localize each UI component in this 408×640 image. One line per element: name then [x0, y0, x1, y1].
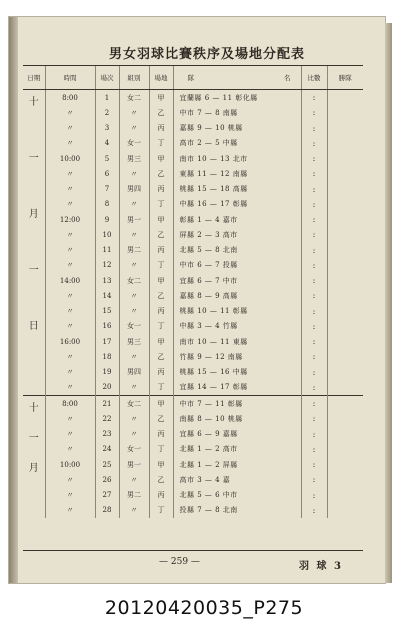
score-cell: : [301, 427, 327, 442]
header-match: 場次 [95, 66, 119, 90]
court-cell: 乙 [149, 349, 173, 364]
court-cell: 丙 [149, 365, 173, 380]
teams-cell: 屏縣 2 — 3 高市 [173, 227, 301, 242]
header-score: 比數 [301, 66, 327, 90]
court-cell: 丁 [149, 136, 173, 151]
court-cell: 甲 [149, 457, 173, 472]
group-cell: 〃 [119, 166, 149, 181]
result-cell [327, 334, 363, 349]
table-row [23, 166, 363, 181]
time-cell: 〃 [45, 411, 95, 426]
date-char: 一 [28, 265, 39, 276]
result-cell [327, 365, 363, 380]
court-cell: 乙 [149, 105, 173, 120]
score-cell: : [301, 105, 327, 120]
match-cell: 3 [95, 121, 119, 136]
court-cell: 甲 [149, 212, 173, 227]
time-cell: 〃 [45, 503, 95, 518]
result-cell [327, 197, 363, 212]
court-cell: 甲 [149, 396, 173, 412]
date-cell [23, 396, 45, 519]
time-cell: 〃 [45, 442, 95, 457]
teams-cell: 桃縣 10 — 11 彰縣 [173, 304, 301, 319]
group-cell: 女二 [119, 396, 149, 412]
header-row [23, 66, 363, 90]
match-cell: 6 [95, 166, 119, 181]
group-cell: 女一 [119, 442, 149, 457]
time-cell: 〃 [45, 319, 95, 334]
court-cell: 丙 [149, 182, 173, 197]
table-row [23, 182, 363, 197]
match-cell: 16 [95, 319, 119, 334]
match-cell: 28 [95, 503, 119, 518]
score-cell: : [301, 151, 327, 166]
teams-cell: 北縣 1 — 2 高市 [173, 442, 301, 457]
group-cell: 男三 [119, 334, 149, 349]
result-cell [327, 166, 363, 181]
match-cell: 23 [95, 427, 119, 442]
match-cell: 9 [95, 212, 119, 227]
score-cell: : [301, 411, 327, 426]
result-cell [327, 136, 363, 151]
court-cell: 丁 [149, 503, 173, 518]
schedule-body [23, 90, 363, 519]
match-cell: 15 [95, 304, 119, 319]
group-cell: 男四 [119, 182, 149, 197]
table-row [23, 227, 363, 242]
table-row [23, 334, 363, 349]
result-cell [327, 349, 363, 364]
match-cell: 19 [95, 365, 119, 380]
score-cell: : [301, 396, 327, 412]
match-cell: 12 [95, 258, 119, 273]
time-cell: 8:00 [45, 396, 95, 412]
teams-cell: 中市 7 — 11 彰縣 [173, 396, 301, 412]
court-cell: 丁 [149, 319, 173, 334]
time-cell: 〃 [45, 365, 95, 380]
group-cell: 男二 [119, 243, 149, 258]
header-group: 組別 [119, 66, 149, 90]
score-cell: : [301, 136, 327, 151]
table-row [23, 365, 363, 380]
teams-cell: 嘉縣 8 — 9 高縣 [173, 288, 301, 303]
teams-cell: 宜縣 6 — 7 中市 [173, 273, 301, 288]
teams-cell: 宜蘭縣 6 — 11 彰化縣 [173, 90, 301, 106]
result-cell [327, 258, 363, 273]
table-row [23, 288, 363, 303]
score-cell: : [301, 319, 327, 334]
match-cell: 1 [95, 90, 119, 106]
match-cell: 17 [95, 334, 119, 349]
table-row [23, 212, 363, 227]
header-result: 勝隊 [327, 66, 363, 90]
group-cell: 〃 [119, 503, 149, 518]
table-row [23, 90, 363, 106]
court-cell: 丙 [149, 304, 173, 319]
court-cell: 乙 [149, 411, 173, 426]
time-cell: 〃 [45, 121, 95, 136]
group-cell: 〃 [119, 411, 149, 426]
group-cell: 〃 [119, 258, 149, 273]
teams-cell: 南縣 8 — 10 桃縣 [173, 411, 301, 426]
score-cell: : [301, 288, 327, 303]
date-char: 十 [28, 97, 39, 108]
table-row [23, 349, 363, 364]
group-cell: 〃 [119, 288, 149, 303]
group-cell: 〃 [119, 427, 149, 442]
match-cell: 10 [95, 227, 119, 242]
table-row [23, 411, 363, 426]
time-cell: 〃 [45, 227, 95, 242]
score-cell: : [301, 197, 327, 212]
result-cell [327, 243, 363, 258]
teams-cell: 北縣 1 — 2 屏縣 [173, 457, 301, 472]
score-cell: : [301, 488, 327, 503]
court-cell: 乙 [149, 166, 173, 181]
result-cell [327, 121, 363, 136]
teams-cell: 東縣 11 — 12 南縣 [173, 166, 301, 181]
teams-cell: 宜縣 14 — 17 彰縣 [173, 380, 301, 396]
header-court: 場地 [149, 66, 173, 90]
score-cell: : [301, 182, 327, 197]
teams-cell: 高市 3 — 4 嘉 [173, 472, 301, 487]
teams-cell: 高市 2 — 5 中縣 [173, 136, 301, 151]
result-cell [327, 472, 363, 487]
court-cell: 丙 [149, 121, 173, 136]
score-cell: : [301, 258, 327, 273]
court-cell: 甲 [149, 273, 173, 288]
book-binding-edge [9, 17, 18, 583]
teams-cell: 彰縣 1 — 4 嘉市 [173, 212, 301, 227]
match-cell: 8 [95, 197, 119, 212]
score-cell: : [301, 365, 327, 380]
table-row [23, 105, 363, 120]
table-row [23, 319, 363, 334]
teams-cell: 南市 10 — 13 北市 [173, 151, 301, 166]
time-cell: 8:00 [45, 90, 95, 106]
group-cell: 〃 [119, 227, 149, 242]
table-row [23, 151, 363, 166]
group-cell: 〃 [119, 380, 149, 396]
court-cell: 乙 [149, 472, 173, 487]
match-cell: 27 [95, 488, 119, 503]
time-cell: 16:00 [45, 334, 95, 349]
court-cell: 甲 [149, 151, 173, 166]
score-cell: : [301, 304, 327, 319]
group-cell: 男一 [119, 457, 149, 472]
score-cell: : [301, 457, 327, 472]
table-row [23, 427, 363, 442]
table-title: 男女羽球比賽秩序及場地分配表 [108, 47, 305, 62]
time-cell: 〃 [45, 427, 95, 442]
table-row [23, 273, 363, 288]
page-edge [385, 23, 392, 583]
time-cell: 12:00 [45, 212, 95, 227]
score-cell: : [301, 503, 327, 518]
result-cell [327, 503, 363, 518]
score-cell: : [301, 273, 327, 288]
group-cell: 〃 [119, 105, 149, 120]
score-cell: : [301, 166, 327, 181]
time-cell: 〃 [45, 380, 95, 396]
schedule-table [23, 66, 363, 518]
score-cell: : [301, 243, 327, 258]
group-cell: 男四 [119, 365, 149, 380]
match-cell: 26 [95, 472, 119, 487]
result-cell [327, 319, 363, 334]
page-footer [9, 557, 387, 575]
group-cell: 〃 [119, 472, 149, 487]
court-cell: 丁 [149, 197, 173, 212]
date-char: 十 [28, 403, 39, 414]
result-cell [327, 457, 363, 472]
group-cell: 女二 [119, 273, 149, 288]
result-cell [327, 304, 363, 319]
teams-cell: 宜縣 6 — 9 嘉縣 [173, 427, 301, 442]
score-cell: : [301, 334, 327, 349]
teams-cell: 中縣 16 — 17 彰縣 [173, 197, 301, 212]
table-row [23, 258, 363, 273]
group-cell: 女一 [119, 136, 149, 151]
result-cell [327, 411, 363, 426]
group-cell: 女二 [119, 90, 149, 106]
time-cell: 10:00 [45, 457, 95, 472]
result-cell [327, 151, 363, 166]
court-cell: 丙 [149, 488, 173, 503]
date-char: 一 [28, 433, 39, 444]
header-date: 日期 [23, 66, 45, 90]
time-cell: 10:00 [45, 151, 95, 166]
teams-cell: 桃縣 15 — 16 中縣 [173, 365, 301, 380]
time-cell: 〃 [45, 349, 95, 364]
court-cell: 丁 [149, 380, 173, 396]
teams-cell: 竹縣 9 — 12 南縣 [173, 349, 301, 364]
table-row [23, 488, 363, 503]
table-row [23, 243, 363, 258]
court-cell: 甲 [149, 334, 173, 349]
group-cell: 〃 [119, 349, 149, 364]
group-cell: 女一 [119, 319, 149, 334]
score-cell: : [301, 212, 327, 227]
court-cell: 甲 [149, 90, 173, 106]
date-char: 一 [28, 153, 39, 164]
table-row [23, 472, 363, 487]
result-cell [327, 380, 363, 396]
group-cell: 男一 [119, 212, 149, 227]
date-char: 月 [28, 463, 39, 474]
court-cell: 丁 [149, 258, 173, 273]
court-cell: 丙 [149, 427, 173, 442]
result-cell [327, 396, 363, 412]
time-cell: 〃 [45, 105, 95, 120]
match-cell: 2 [95, 105, 119, 120]
match-cell: 22 [95, 411, 119, 426]
time-cell: 〃 [45, 136, 95, 151]
book-page [8, 16, 386, 584]
section-label: 羽 球 3 [299, 561, 343, 572]
score-cell: : [301, 472, 327, 487]
match-cell: 24 [95, 442, 119, 457]
match-cell: 25 [95, 457, 119, 472]
teams-cell: 中市 6 — 7 投縣 [173, 258, 301, 273]
header-teams [173, 66, 301, 90]
time-cell: 〃 [45, 182, 95, 197]
time-cell: 〃 [45, 288, 95, 303]
result-cell [327, 182, 363, 197]
table-row [23, 304, 363, 319]
group-cell: 〃 [119, 304, 149, 319]
match-cell: 18 [95, 349, 119, 364]
time-cell: 〃 [45, 258, 95, 273]
date-char: 月 [28, 209, 39, 220]
match-cell: 7 [95, 182, 119, 197]
match-cell: 20 [95, 380, 119, 396]
table-row [23, 396, 363, 412]
result-cell [327, 488, 363, 503]
teams-cell: 桃縣 15 — 18 高縣 [173, 182, 301, 197]
match-cell: 4 [95, 136, 119, 151]
date-cell [23, 90, 45, 396]
table-row [23, 380, 363, 396]
match-cell: 14 [95, 288, 119, 303]
match-cell: 11 [95, 243, 119, 258]
time-cell: 〃 [45, 472, 95, 487]
court-cell: 乙 [149, 288, 173, 303]
score-cell: : [301, 90, 327, 106]
score-cell: : [301, 442, 327, 457]
match-cell: 13 [95, 273, 119, 288]
time-cell: 〃 [45, 166, 95, 181]
score-cell: : [301, 121, 327, 136]
header-name-label: 名 [284, 74, 291, 82]
teams-cell: 北縣 5 — 8 北南 [173, 243, 301, 258]
result-cell [327, 227, 363, 242]
court-cell: 丁 [149, 442, 173, 457]
score-cell: : [301, 349, 327, 364]
group-cell: 男三 [119, 151, 149, 166]
teams-cell: 北縣 5 — 6 中市 [173, 488, 301, 503]
teams-cell: 投縣 7 — 8 北南 [173, 503, 301, 518]
time-cell: 〃 [45, 197, 95, 212]
result-cell [327, 105, 363, 120]
schedule-table-frame [23, 65, 363, 551]
time-cell: 〃 [45, 304, 95, 319]
result-cell [327, 273, 363, 288]
teams-cell: 中市 7 — 8 南縣 [173, 105, 301, 120]
date-char: 日 [28, 321, 39, 332]
group-cell: 男二 [119, 488, 149, 503]
result-cell [327, 288, 363, 303]
group-cell: 〃 [119, 197, 149, 212]
table-row [23, 136, 363, 151]
match-cell: 5 [95, 151, 119, 166]
image-caption: 20120420035_P275 [104, 597, 304, 619]
score-cell: : [301, 380, 327, 396]
table-row [23, 442, 363, 457]
result-cell [327, 212, 363, 227]
time-cell: 14:00 [45, 273, 95, 288]
page-number: — 259 — [159, 557, 200, 567]
group-cell: 〃 [119, 121, 149, 136]
time-cell: 〃 [45, 488, 95, 503]
time-cell: 〃 [45, 243, 95, 258]
match-cell: 21 [95, 396, 119, 412]
table-row [23, 503, 363, 518]
court-cell: 丙 [149, 243, 173, 258]
score-cell: : [301, 227, 327, 242]
table-row [23, 197, 363, 212]
teams-cell: 南市 10 — 11 東縣 [173, 334, 301, 349]
header-time: 時間 [45, 66, 95, 90]
result-cell [327, 442, 363, 457]
table-row [23, 121, 363, 136]
court-cell: 乙 [149, 227, 173, 242]
teams-cell: 中縣 3 — 4 竹縣 [173, 319, 301, 334]
teams-cell: 嘉縣 9 — 10 桃縣 [173, 121, 301, 136]
table-row [23, 457, 363, 472]
result-cell [327, 427, 363, 442]
header-teams-label: 隊 [187, 74, 194, 82]
result-cell [327, 90, 363, 106]
